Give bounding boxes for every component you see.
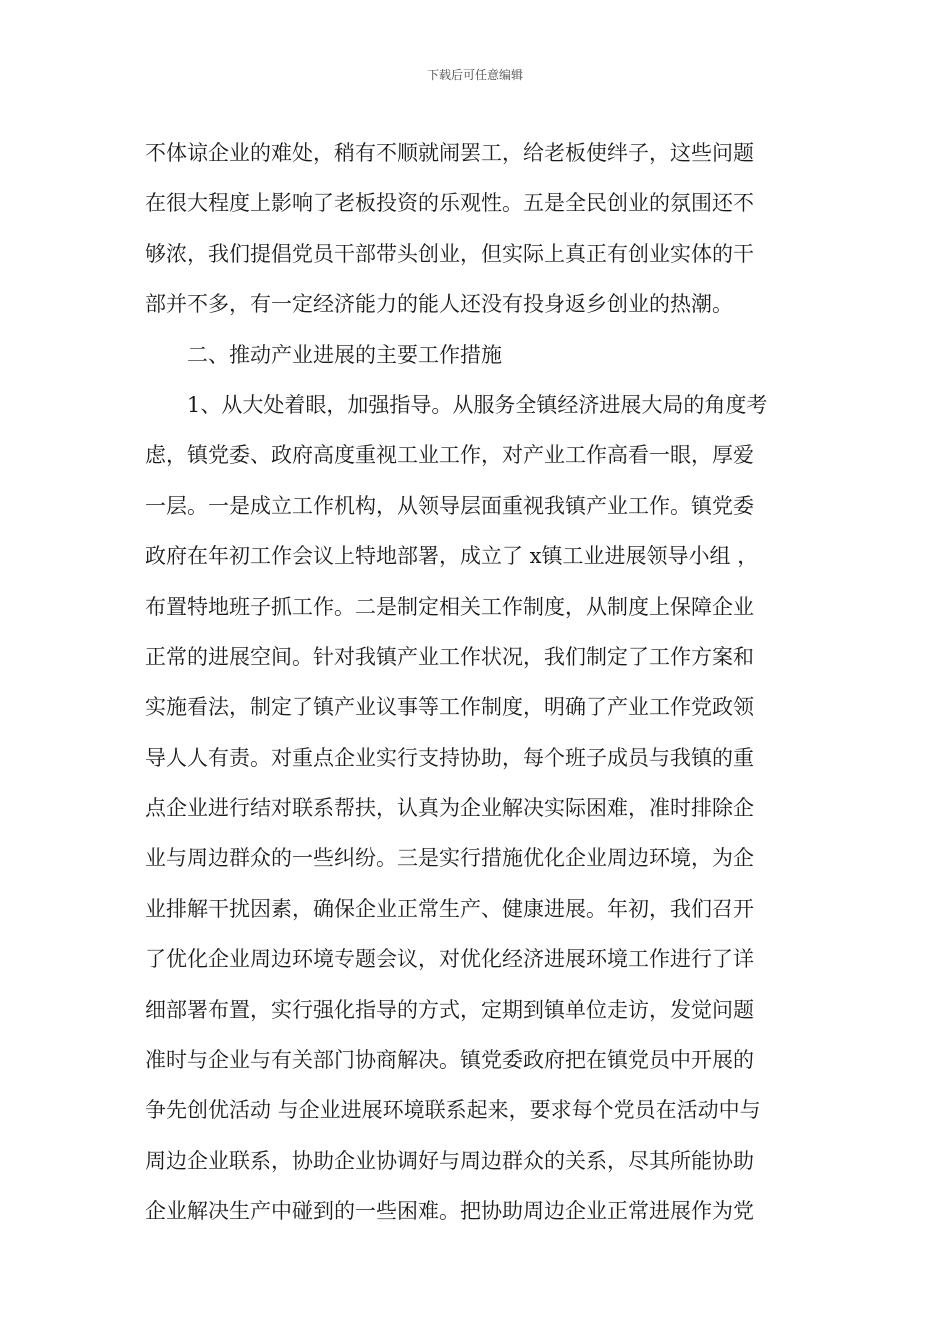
section-heading: 二、推动产业进展的主要工作措施 xyxy=(145,342,502,367)
text-line: 了优化企业周边环境专题会议，对优化经济进展环境工作进行了详 xyxy=(145,947,754,972)
text-line: 准时与企业与有关部门协商解决。镇党委政府把在镇党员中开展的 xyxy=(145,1048,754,1073)
text-line: 正常的进展空间。针对我镇产业工作状况，我们制定了工作方案和 xyxy=(145,644,754,669)
text-line: 业与周边群众的一些纠纷。三是实行措施优化企业周边环境，为企 xyxy=(145,846,754,871)
text-line: 布置特地班子抓工作。二是制定相关工作制度，从制度上保障企业 xyxy=(145,594,754,619)
text-line: 虑，镇党委、政府高度重视工业工作，对产业工作高看一眼，厚爱 xyxy=(145,443,754,468)
text-line: 一层。一是成立工作机构，从领导层面重视我镇产业工作。镇党委 xyxy=(145,493,754,518)
text-line: 周边企业联系，协助企业协调好与周边群众的关系，尽其所能协助 xyxy=(145,1148,754,1173)
document-body xyxy=(145,128,807,1237)
text-line: 不体谅企业的难处，稍有不顺就闹罢工，给老板使绊子，这些问题 xyxy=(145,141,754,165)
text-line: 企业解决生产中碰到的一些困难。把协助周边企业正常进展作为党 xyxy=(145,1199,754,1224)
text-line: 政府在年初工作会议上特地部署，成立了 x镇工业进展领导小组 ， xyxy=(145,544,759,569)
text-line: 细部署布置，实行强化指导的方式，定期到镇单位走访，发觉问题 xyxy=(145,997,754,1022)
text-line: 争先创优活动 与企业进展环境联系起来，要求每个党员在活动中与 xyxy=(145,1098,761,1123)
text-line: 在很大程度上影响了老板投资的乐观性。五是全民创业的氛围还不 xyxy=(145,191,754,216)
text-line: 点企业进行结对联系帮扶，认真为企业解决实际困难，准时排除企 xyxy=(145,796,754,821)
text-line: 1、从大处着眼，加强指导。从服务全镇经济进展大局的角度考 xyxy=(145,392,768,417)
text-line: 导人人有责。对重点企业实行支持协助，每个班子成员与我镇的重 xyxy=(145,745,754,770)
page-header: 下载后可任意编辑 xyxy=(426,68,523,82)
text-line: 够浓，我们提倡党员干部带头创业，但实际上真正有创业实体的干 xyxy=(145,241,754,266)
text-line: 实施看法，制定了镇产业议事等工作制度，明确了产业工作党政领 xyxy=(145,695,754,720)
text-line: 部并不多，有一定经济能力的能人还没有投身返乡创业的热潮。 xyxy=(145,292,733,317)
text-line: 业排解干扰因素，确保企业正常生产、健康进展。年初，我们召开 xyxy=(145,896,754,921)
